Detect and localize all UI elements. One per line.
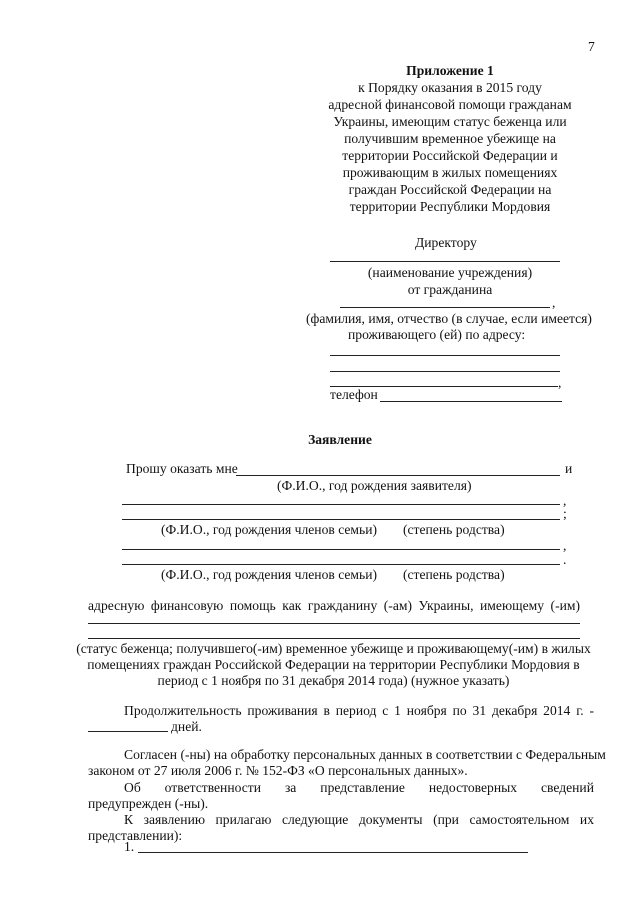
appendix-line: граждан Российской Федерации на (348, 182, 552, 197)
request-ask: Прошу оказать мне (126, 461, 238, 476)
duration-text: Продолжительность проживания в период с 1 ноября по 31 декабря 2014 г. - (124, 703, 594, 718)
responsibility-line-2: предупрежден (-ны). (88, 796, 209, 811)
document-heading: Заявление (308, 432, 372, 447)
status-hint-line: помещениях граждан Российской Федерации на территории Республики Мордовия в (87, 657, 580, 672)
appendix-line: получившим временное убежище на (344, 131, 556, 146)
request-and: и (565, 461, 573, 476)
appendix-line: Украины, имеющим статус беженца или (333, 114, 567, 129)
page-number: 7 (588, 39, 595, 54)
addressee-to: Директору (415, 235, 477, 250)
relation-hint: (степень родства) (403, 567, 505, 582)
appendix-line: территории Российской Федерации и (342, 148, 558, 163)
attachment-field-1[interactable] (138, 852, 528, 853)
institution-field[interactable] (330, 261, 560, 262)
appendix-line: территории Республики Мордовия (349, 199, 551, 214)
appendix-block (300, 62, 600, 215)
comma: , (558, 375, 562, 390)
citizen-name-field[interactable] (340, 307, 550, 308)
address-label: проживающего (ей) по адресу: (348, 327, 526, 342)
attachments-line-2: представлении): (88, 828, 183, 843)
family-field-4[interactable] (122, 564, 560, 565)
family-field-3[interactable] (122, 549, 560, 550)
semicolon: ; (563, 506, 567, 521)
status-hint-line: период с 1 ноября по 31 декабря 2014 года) (нужное указать) (157, 673, 510, 688)
status-hint-line: (статус беженца; получившего(-им) временное убежище и проживающему(-им) в жилых (76, 641, 591, 656)
applicant-field[interactable] (236, 475, 560, 476)
status-field-2[interactable] (88, 638, 580, 639)
address-field-1[interactable] (330, 355, 560, 356)
address-field-2[interactable] (330, 371, 560, 372)
aid-line: адресную финансовую помощь как гражданину (-ам) Украины, имеющему (-им) (88, 598, 580, 613)
applicant-hint: (Ф.И.О., год рождения заявителя) (277, 478, 472, 493)
addressee-from: от гражданина (407, 282, 493, 297)
name-hint: (фамилия, имя, отчество (в случае, если имеется) (306, 311, 592, 326)
appendix-line: адресной финансовой помощи гражданам (328, 97, 572, 112)
appendix-line: проживающим в жилых помещениях (342, 165, 558, 180)
days-field[interactable] (88, 731, 168, 732)
family-field-2[interactable] (122, 519, 560, 520)
appendix-line: к Порядку оказания в 2015 году (358, 80, 542, 95)
attachments-line-1: К заявлению прилагаю следующие документы (при самостоятельном их (124, 812, 594, 827)
family-field-1[interactable] (122, 504, 560, 505)
attachment-item-number: 1. (124, 839, 135, 854)
consent-line-1: Согласен (-ны) на обработку персональных данных в соответствии с Федеральным (124, 747, 606, 762)
family-hint: (Ф.И.О., год рождения членов семьи) (161, 522, 378, 537)
days-label: дней. (171, 719, 202, 734)
comma: , (563, 538, 567, 553)
family-hint: (Ф.И.О., год рождения членов семьи) (161, 567, 378, 582)
relation-hint: (степень родства) (403, 522, 505, 537)
phone-field[interactable] (380, 401, 562, 402)
period: . (563, 552, 567, 567)
comma: , (563, 493, 567, 508)
institution-hint: (наименование учреждения) (367, 265, 533, 280)
responsibility-line-1: Об ответственности за представление недостоверных сведений (124, 780, 594, 795)
consent-line-2: законом от 27 июля 2006 г. № 152-ФЗ «О персональных данных». (88, 763, 468, 778)
appendix-title: Приложение 1 (406, 63, 494, 78)
phone-label: телефон (330, 387, 378, 402)
status-field-1[interactable] (88, 623, 580, 624)
comma: , (552, 295, 556, 310)
